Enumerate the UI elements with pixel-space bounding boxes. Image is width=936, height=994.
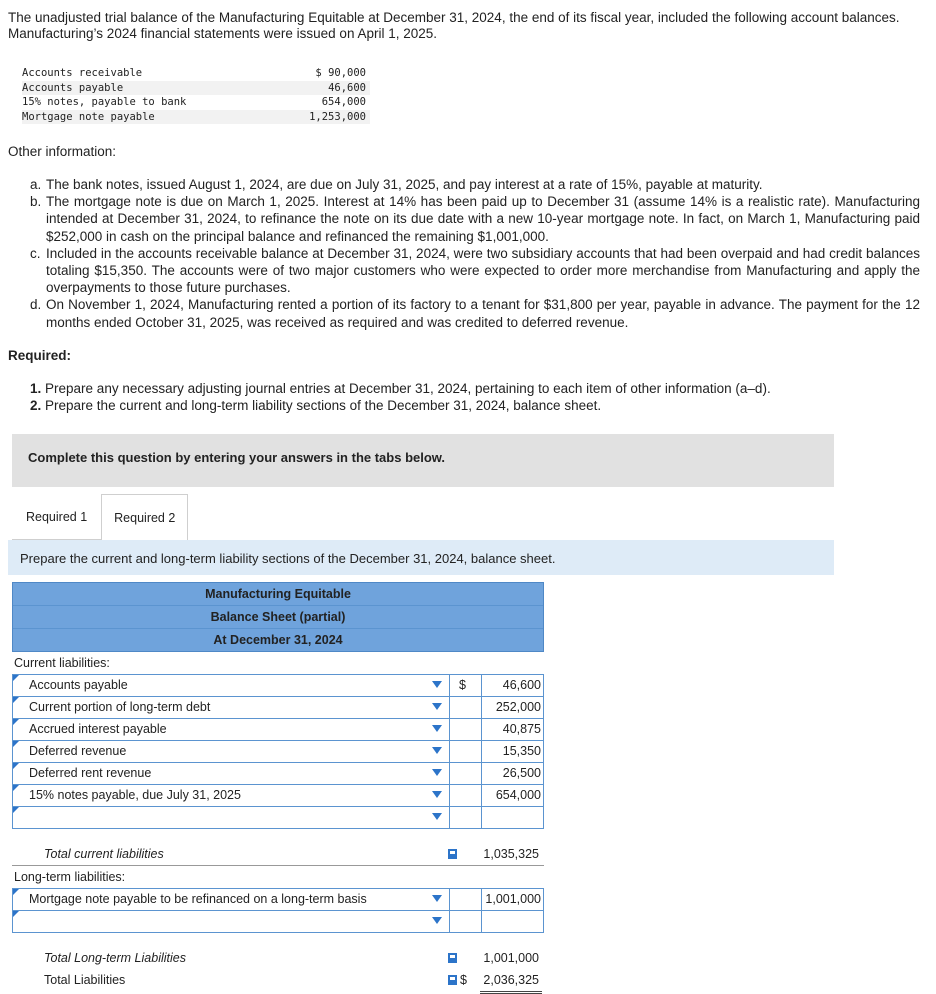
account-select[interactable] — [13, 697, 450, 718]
tb-amount: 1,253,000 — [309, 110, 366, 123]
item-number: 2. — [30, 398, 42, 413]
tb-account: Accounts payable — [22, 81, 124, 94]
spacer — [12, 933, 544, 947]
trial-balance — [22, 66, 370, 124]
list-item — [30, 176, 920, 193]
total-row — [12, 969, 544, 991]
amount-value: 46,600 — [502, 678, 541, 692]
tb-row — [22, 110, 370, 125]
list-item — [30, 397, 910, 414]
table-row — [12, 741, 544, 763]
chevron-down-icon[interactable] — [432, 917, 442, 924]
account-name: Deferred revenue — [29, 744, 127, 758]
flag-icon — [448, 849, 457, 859]
amount-value: 15,350 — [502, 744, 541, 758]
table-row — [12, 807, 544, 829]
section-label — [12, 866, 544, 888]
balance-sheet — [12, 582, 544, 991]
long-term-liabilities-label: Long-term liabilities: — [14, 870, 126, 884]
flag-icon — [448, 953, 457, 963]
tb-row — [22, 81, 370, 96]
chevron-down-icon[interactable] — [432, 703, 442, 710]
account-name: Accrued interest payable — [29, 722, 167, 736]
company-name: Manufacturing Equitable — [13, 583, 543, 606]
other-info-list — [30, 176, 920, 331]
required-heading: Required: — [8, 348, 72, 363]
table-row — [12, 719, 544, 741]
flag-icon — [448, 975, 457, 985]
account-select[interactable] — [13, 675, 450, 696]
item-label: c. — [30, 245, 41, 261]
amount-value: 40,875 — [502, 722, 541, 736]
account-select[interactable] — [13, 785, 450, 806]
table-row — [12, 888, 544, 911]
chevron-down-icon[interactable] — [432, 681, 442, 688]
item-text: Prepare the current and long-term liability sections of the December 31, 2024, balance sheet. — [45, 398, 602, 413]
account-select[interactable] — [13, 719, 450, 740]
banner-text: Complete this question by entering your answers in the tabs below. — [28, 450, 446, 465]
amount-value: 654,000 — [495, 788, 541, 802]
chevron-down-icon[interactable] — [432, 813, 442, 820]
account-name: Deferred rent revenue — [29, 766, 152, 780]
account-name: Accounts payable — [29, 678, 128, 692]
chevron-down-icon[interactable] — [432, 747, 442, 754]
spacer — [12, 829, 544, 843]
item-label: a. — [30, 177, 42, 192]
amount-input[interactable] — [481, 911, 544, 932]
dollar-sign: $ — [460, 973, 467, 987]
amount-input[interactable] — [481, 741, 544, 762]
total-row — [12, 843, 544, 866]
item-text: The bank notes, issued August 1, 2024, are due on July 31, 2025, and pay interest at a rate of 15%, payable at maturity. — [46, 177, 763, 192]
amount-value: 1,035,325 — [483, 847, 539, 861]
amount-input[interactable] — [481, 675, 544, 696]
amount-input[interactable] — [481, 763, 544, 784]
account-select[interactable] — [13, 807, 450, 828]
list-item — [30, 193, 920, 245]
amount-input[interactable] — [481, 807, 544, 828]
item-text: Prepare any necessary adjusting journal entries at December 31, 2024, pertaining to each item of other information (a–d). — [45, 381, 771, 396]
total-long-term-label: Total Long-term Liabilities — [44, 951, 186, 965]
tab-required-1[interactable]: Required 1 — [12, 494, 101, 540]
item-text: The mortgage note is due on March 1, 2025. Interest at 14% has been paid up to December 31 (assume 14% is a realistic rate). Manufacturing intended at December 31, 2024, to refinance the note on its due date with a new 10-year mortgage note. In fact, on March 1, Manufacturing paid $252,000 in cash on the principal balance and refinanced the remaining $1,001,000. — [46, 194, 920, 244]
list-item — [30, 296, 920, 330]
account-select[interactable] — [13, 763, 450, 784]
chevron-down-icon[interactable] — [432, 895, 442, 902]
amount-input[interactable] — [481, 697, 544, 718]
tb-account: Accounts receivable — [22, 67, 143, 79]
list-item — [30, 380, 910, 397]
table-row — [12, 697, 544, 719]
required-list — [30, 380, 910, 414]
item-text: Included in the accounts receivable balance at December 31, 2024, were two subsidiary accounts that had been overpaid and had credit balances totaling $15,350. The accounts were of two major customers who were expected to order more merchandise from Manufacturing and apply the overpayments to those future purchases. — [46, 245, 920, 296]
total-current-value — [480, 843, 542, 865]
intro-text: The unadjusted trial balance of the Manufacturing Equitable at December 31, 2024, the end of its fiscal year, included the following account balances. Manufacturing’s 2024 financial statements were issued on April 1, 2025. — [8, 10, 900, 41]
item-text: On November 1, 2024, Manufacturing rented a portion of its factory to a tenant for $31,800 per year, payable in advance. The payment for the 12 months ended October 31, 2025, was received as required and was credited to deferred revenue. — [46, 297, 920, 330]
chevron-down-icon[interactable] — [432, 791, 442, 798]
table-row — [12, 674, 544, 697]
tb-amount: $ 90,000 — [315, 67, 366, 79]
amount-value: 1,001,000 — [483, 951, 539, 965]
chevron-down-icon[interactable] — [432, 725, 442, 732]
account-select[interactable] — [13, 741, 450, 762]
table-row — [12, 911, 544, 933]
amount-value: 26,500 — [502, 766, 541, 780]
sheet-header — [12, 582, 544, 652]
chevron-down-icon[interactable] — [432, 769, 442, 776]
tab-required-2[interactable]: Required 2 — [101, 494, 188, 540]
amount-input[interactable] — [481, 785, 544, 806]
table-row — [12, 763, 544, 785]
total-row — [12, 947, 544, 969]
total-liabilities-value — [480, 969, 542, 994]
statement-date: At December 31, 2024 — [213, 633, 343, 647]
instruction-text: Prepare the current and long-term liability sections of the December 31, 2024, balance sheet. — [20, 551, 556, 566]
amount-value: 252,000 — [495, 700, 541, 714]
tb-account: 15% notes, payable to bank — [22, 96, 187, 108]
total-liabilities-label: Total Liabilities — [44, 973, 126, 987]
total-current-label: Total current liabilities — [44, 847, 164, 861]
other-info-heading: Other information: — [8, 144, 117, 159]
item-label: d. — [30, 297, 42, 313]
table-row — [12, 785, 544, 807]
section-label — [12, 652, 544, 674]
amount-value: 2,036,325 — [483, 973, 539, 987]
tab-instruction — [8, 540, 834, 575]
amount-input[interactable] — [481, 889, 544, 910]
account-select[interactable] — [13, 889, 450, 910]
tb-amount: 46,600 — [328, 81, 366, 94]
tb-amount: 654,000 — [321, 96, 366, 108]
dollar-sign: $ — [459, 678, 466, 692]
account-name: 15% notes payable, due July 31, 2025 — [29, 788, 241, 802]
current-liabilities-label: Current liabilities: — [14, 656, 110, 670]
amount-value: 1,001,000 — [485, 892, 541, 906]
tb-row — [22, 66, 370, 81]
instruction-banner — [12, 434, 834, 487]
statement-name: Balance Sheet (partial) — [13, 606, 543, 629]
tab-bar — [12, 494, 188, 540]
item-label: b. — [30, 194, 42, 210]
list-item — [30, 245, 920, 297]
account-name: Current portion of long-term debt — [29, 700, 211, 714]
item-number: 1. — [30, 381, 42, 396]
total-long-term-value — [480, 947, 542, 969]
account-select[interactable] — [13, 911, 450, 932]
account-name: Mortgage note payable to be refinanced on a long-term basis — [29, 892, 367, 906]
tb-row — [22, 95, 370, 110]
tb-account: Mortgage note payable — [22, 110, 155, 123]
amount-input[interactable] — [481, 719, 544, 740]
